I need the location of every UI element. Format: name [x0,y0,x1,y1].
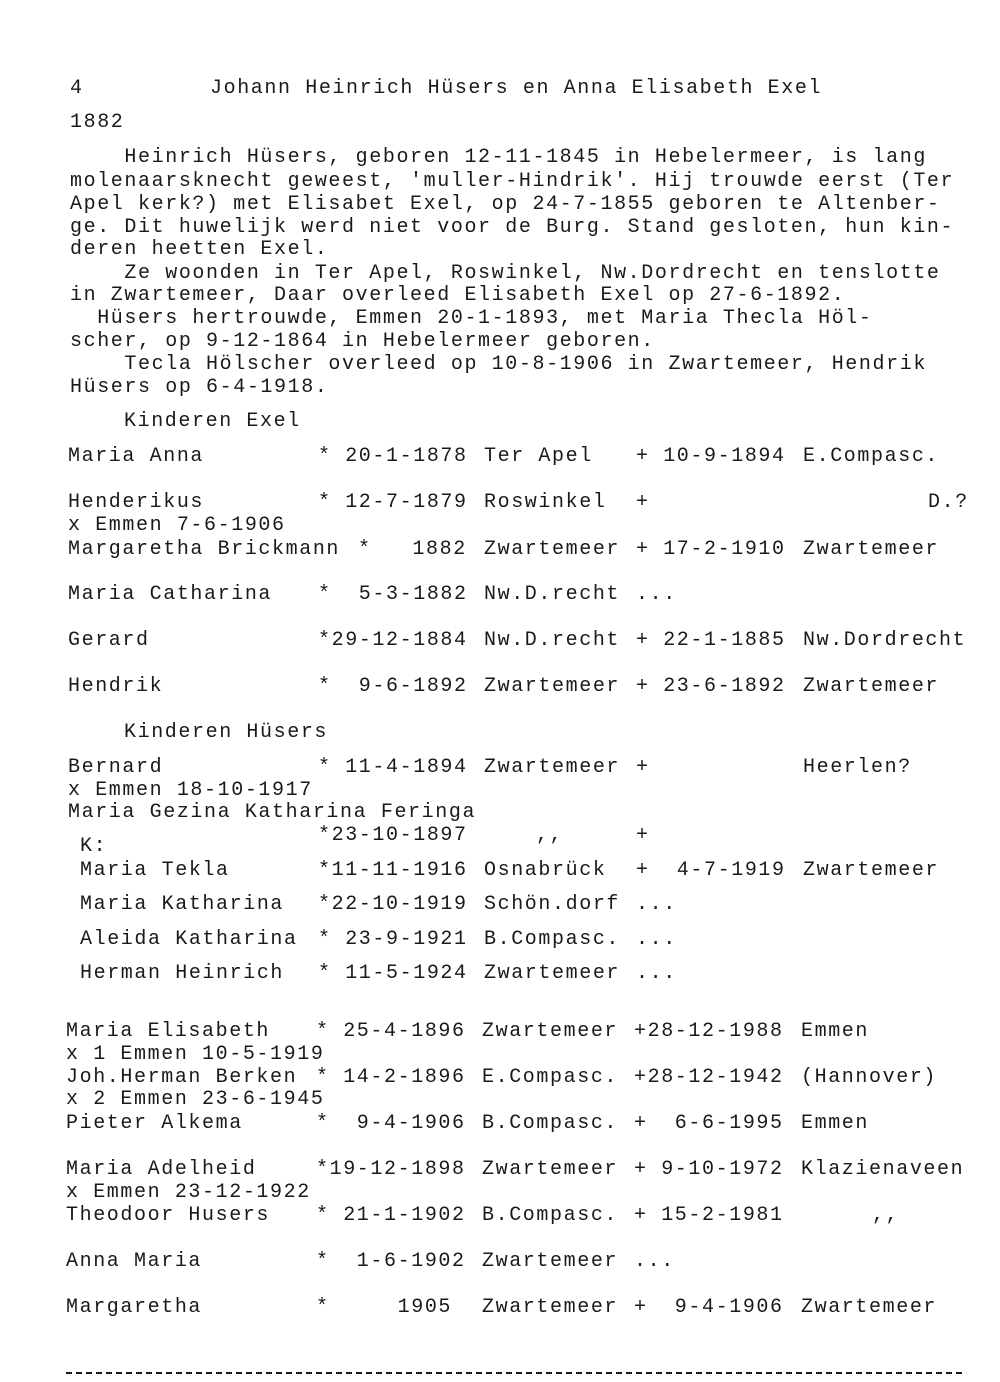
intro-line: scher, op 9-12-1864 in Hebelermeer geboren. [70,330,655,353]
page-title: Johann Heinrich Hüsers en Anna Elisabeth Exel [210,77,823,100]
birth-place: Zwartemeer [484,538,621,561]
death-place: D.? [928,491,969,514]
child-name: Anna Maria [66,1250,203,1273]
death-place: (Hannover) [801,1066,938,1089]
birth-date: * 11-5-1924 [318,962,468,985]
death-date: + 22-1-1885 [636,629,786,652]
intro-line: Tecla Hölscher overleed op 10-8-1906 in Zwartemeer, Hendrik [70,353,927,376]
intro-line: Hüsers hertrouwde, Emmen 20-1-1893, met Maria Thecla Höl- [70,307,873,330]
child-name: Aleida Katharina [80,928,298,951]
birth-place: Zwartemeer [484,962,621,985]
marriage-line: x Emmen 23-12-1922 [66,1181,311,1204]
death-date: + 6-6-1995 [634,1112,784,1135]
birth-date: * 9-6-1892 [318,675,468,698]
intro-line: Apel kerk?) met Elisabet Exel, op 24-7-1855 geboren te Altenber- [70,193,941,216]
death-date: ... [636,893,677,916]
intro-line: molenaarsknecht geweest, 'muller-Hindrik'. Hij trouwde eerst (Ter [70,170,955,193]
spouse-name: Pieter Alkema [66,1112,243,1135]
birth-place: Roswinkel [484,491,607,514]
death-date: + [636,491,650,514]
intro-line: in Zwartemeer, Daar overleed Elisabeth Exel op 27-6-1892. [70,284,846,307]
death-place: Zwartemeer [803,859,940,882]
death-place: Zwartemeer [803,538,940,561]
spouse-name: Joh.Herman Berken [66,1066,298,1089]
death-place: E.Compasc. [803,445,940,468]
birth-date: *19-12-1898 [316,1158,466,1181]
intro-line: Hüsers op 6-4-1918. [70,376,329,399]
intro-line: ge. Dit huwelijk werd niet voor de Burg. Stand gesloten, hun kin- [70,216,955,239]
section-heading-husers: Kinderen Hüsers [124,721,329,744]
death-place: Heerlen? [803,756,912,779]
spouse-name: Theodoor Husers [66,1204,271,1227]
birth-date: * 5-3-1882 [318,583,468,606]
birth-place: Zwartemeer [482,1296,619,1319]
birth-place: Nw.D.recht [484,629,621,652]
death-date: ... [636,928,677,951]
birth-place: Osnabrück [484,859,607,882]
birth-place: B.Compasc. [482,1204,619,1227]
death-date: ... [634,1250,675,1273]
death-place: Emmen [801,1112,870,1135]
death-date: +28-12-1942 [634,1066,784,1089]
child-name: Margaretha [66,1296,203,1319]
birth-place: Zwartemeer [484,756,621,779]
death-date: ... [636,583,677,606]
birth-date: * 9-4-1906 [316,1112,466,1135]
birth-date: *22-10-1919 [318,893,468,916]
birth-place: B.Compasc. [484,928,621,951]
birth-date: * 1905 [316,1296,453,1319]
intro-line: Heinrich Hüsers, geboren 12-11-1845 in Hebelermeer, is lang [70,146,927,169]
birth-place: E.Compasc. [482,1066,619,1089]
child-name: Herman Heinrich [80,962,285,985]
spouse-name: Maria Gezina Katharina Feringa [68,801,477,824]
birth-place: Zwartemeer [482,1250,619,1273]
child-name: Bernard [68,756,164,779]
death-date: + 17-2-1910 [636,538,786,561]
child-name: Maria Tekla [80,859,230,882]
marriage-line: x 2 Emmen 23-6-1945 [66,1088,325,1111]
birth-place: Nw.D.recht [484,583,621,606]
birth-date: * 14-2-1896 [316,1066,466,1089]
death-date: + 4-7-1919 [636,859,786,882]
child-name: Maria Elisabeth [66,1020,271,1043]
page-number: 4 [70,77,84,100]
birth-date: *23-10-1897 [318,824,468,847]
death-place: Emmen [801,1020,870,1043]
death-place: Zwartemeer [803,675,940,698]
child-name: Maria Anna [68,445,205,468]
birth-date: * 1882 [358,538,467,561]
death-date: + 23-6-1892 [636,675,786,698]
birth-place: ,, [536,824,564,847]
birth-date: * 12-7-1879 [318,491,468,514]
death-date: + 9-10-1972 [634,1158,784,1181]
child-name: Margaretha Brickmann [68,538,341,561]
birth-place: B.Compasc. [482,1112,619,1135]
birth-date: * 1-6-1902 [316,1250,466,1273]
birth-place: Schön.dorf [484,893,621,916]
intro-line: deren heetten Exel. [70,238,329,261]
child-name: Maria Adelheid [66,1158,257,1181]
death-place: Nw.Dordrecht [803,629,967,652]
birth-date: * 21-1-1902 [316,1204,466,1227]
birth-date: * 25-4-1896 [316,1020,466,1043]
child-name: Maria Katharina [80,893,285,916]
death-place: ,, [872,1204,900,1227]
child-name: Hendrik [68,675,164,698]
birth-date: * 11-4-1894 [318,756,468,779]
death-date: + [636,824,650,847]
dashed-divider [66,1372,962,1374]
child-name: Henderikus [68,491,205,514]
death-date: +28-12-1988 [634,1020,784,1043]
birth-place: Zwartemeer [484,675,621,698]
death-date: + 9-4-1906 [634,1296,784,1319]
death-place: Zwartemeer [801,1296,938,1319]
birth-place: Zwartemeer [482,1158,619,1181]
birth-date: * 23-9-1921 [318,928,468,951]
section-heading-exel: Kinderen Exel [124,410,301,433]
intro-line: Ze woonden in Ter Apel, Roswinkel, Nw.Dordrecht en tenslotte [70,262,941,285]
marriage-line: x Emmen 18-10-1917 [68,779,313,802]
child-name: Gerard [68,629,150,652]
marriage-line: x Emmen 7-6-1906 [68,514,286,537]
death-date: + 15-2-1981 [634,1204,784,1227]
birth-date: *11-11-1916 [318,859,468,882]
death-date: ... [636,962,677,985]
birth-date: *29-12-1884 [318,629,468,652]
birth-place: Ter Apel [484,445,593,468]
children-label: K: [80,835,108,858]
year-label: 1882 [70,111,125,134]
marriage-line: x 1 Emmen 10-5-1919 [66,1043,325,1066]
child-name: Maria Catharina [68,583,273,606]
birth-place: Zwartemeer [482,1020,619,1043]
death-date: + 10-9-1894 [636,445,786,468]
death-place: Klazienaveen [801,1158,965,1181]
death-date: + [636,756,650,779]
birth-date: * 20-1-1878 [318,445,468,468]
